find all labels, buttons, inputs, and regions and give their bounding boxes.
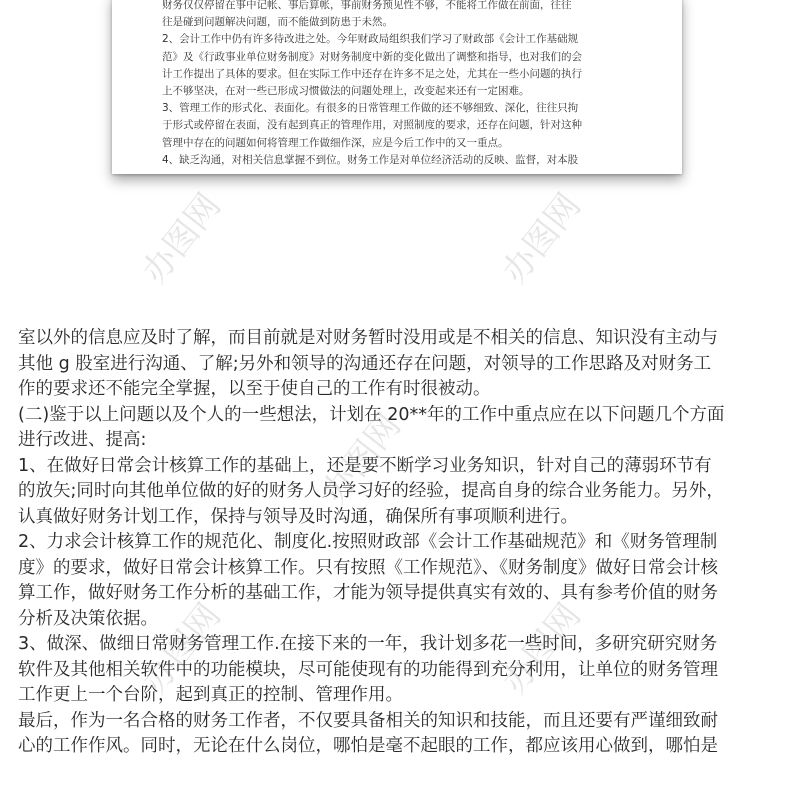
watermark: 办图网 bbox=[494, 596, 589, 702]
card-text-line: 管理中存在的问题如何将管理工作做细作深，应是今后工作中的又一重点。 bbox=[162, 136, 509, 149]
body-text-line: 工作更上一个台阶，起到真正的控制、管理作用。 bbox=[18, 685, 403, 705]
body-text-line: 作的要求还不能完全掌握，以至于使自己的工作有时很被动。 bbox=[18, 379, 491, 399]
body-text-line: 室以外的信息应及时了解，而目前就是对财务暂时没用或是不相关的信息、知识没有主动与 bbox=[18, 328, 718, 348]
body-text-line: 算工作，做好财务工作分析的基础工作，才能为领导提供真实有效的、具有参考价值的财务 bbox=[18, 583, 718, 603]
body-text-line: 1、在做好日常会计核算工作的基础上，还是要不断学习业务知识，针对自己的薄弱环节有 bbox=[18, 455, 712, 476]
body-text-line: 分析及决策依据。 bbox=[18, 608, 158, 629]
card-text-line: 计工作提出了具体的要求。但在实际工作中还存在许多不足之处，尤其在一些小问题的执行 bbox=[162, 67, 582, 80]
body-text-line: 心的工作作风。同时，无论在什么岗位，哪怕是毫不起眼的工作，都应该用心做到，哪怕是 bbox=[18, 736, 718, 756]
body-text-line: 其他 g 股室进行沟通、了解;另外和领导的沟通还存在问题，对领导的工作思路及对财务工 bbox=[18, 353, 712, 374]
watermark: 办图网 bbox=[494, 186, 589, 292]
card-text-line: 2、会计工作中仍有许多待改进之处。今年财政局组织我们学习了财政部《会计工作基础规 bbox=[162, 33, 579, 46]
body-text-line: 软件及其他相关软件中的功能模块，尽可能使现有的功能得到充分利用，让单位的财务管理 bbox=[18, 659, 718, 680]
body-text-line: 认真做好财务计划工作，保持与领导及时沟通，确保所有事项顺利进行。 bbox=[18, 506, 578, 527]
body-text-line: (二)鉴于以上问题以及个人的一些想法，计划在 20**年的工作中重点应在以下问题几个方面 bbox=[18, 404, 725, 425]
body-text-line: 3、做深、做细日常财务管理工作.在接下来的一年，我计划多花一些时间，多研究研究财务 bbox=[18, 634, 718, 654]
watermark: 办图网 bbox=[134, 186, 229, 292]
card-text-line: 往是碰到问题解决问题，而不能做到防患于未然。 bbox=[162, 16, 393, 29]
body-text-line: 最后，作为一名合格的财务工作者，不仅要具备相关的知识和技能，而且还要有严谨细致耐 bbox=[18, 710, 718, 731]
card-text-line: 于形式或停留在表面，没有起到真正的管理作用，对照制度的要求，还存在问题，针对这种 bbox=[162, 119, 582, 132]
card-text-line: 上不够坚决，在对一些已形成习惯做法的问题处理上，改变起来还有一定困难。 bbox=[162, 85, 530, 97]
watermark: 办图网 bbox=[314, 406, 409, 512]
body-text-line: 2、力求会计核算工作的规范化、制度化.按照财政部《会计工作基础规范》和《财务管理制 bbox=[18, 532, 718, 552]
card-text-line: 4、缺乏沟通，对相关信息掌握不到位。财务工作是对单位经济活动的反映、监督，对本股 bbox=[162, 153, 579, 166]
document-preview-card bbox=[112, 0, 682, 174]
document-body bbox=[18, 326, 788, 760]
card-text-line: 范》及《行政事业单位财务制度》对财务制度中新的变化做出了调整和指导，也对我们的会 bbox=[162, 50, 582, 63]
card-text-line: 财务仅仅停留在事中记帐、事后算帐，事前财务预见性不够，不能将工作做在前面，往往 bbox=[162, 0, 572, 11]
watermark: 办图网 bbox=[134, 596, 229, 702]
body-text-line: 的放矢;同时向其他单位做的好的财务人员学习好的经验，提高自身的综合业务能力。另外， bbox=[18, 481, 724, 501]
body-text-line: 进行改进、提高: bbox=[18, 430, 147, 450]
card-text-line: 3、管理工作的形式化、表面化。有很多的日常管理工作做的还不够细致、深化，往往只拘 bbox=[162, 102, 579, 115]
body-text-line: 度》的要求，做好日常会计核算工作。只有按照《工作规范》、《财务制度》做好日常会计核 bbox=[18, 557, 718, 578]
preview-area bbox=[0, 0, 800, 300]
